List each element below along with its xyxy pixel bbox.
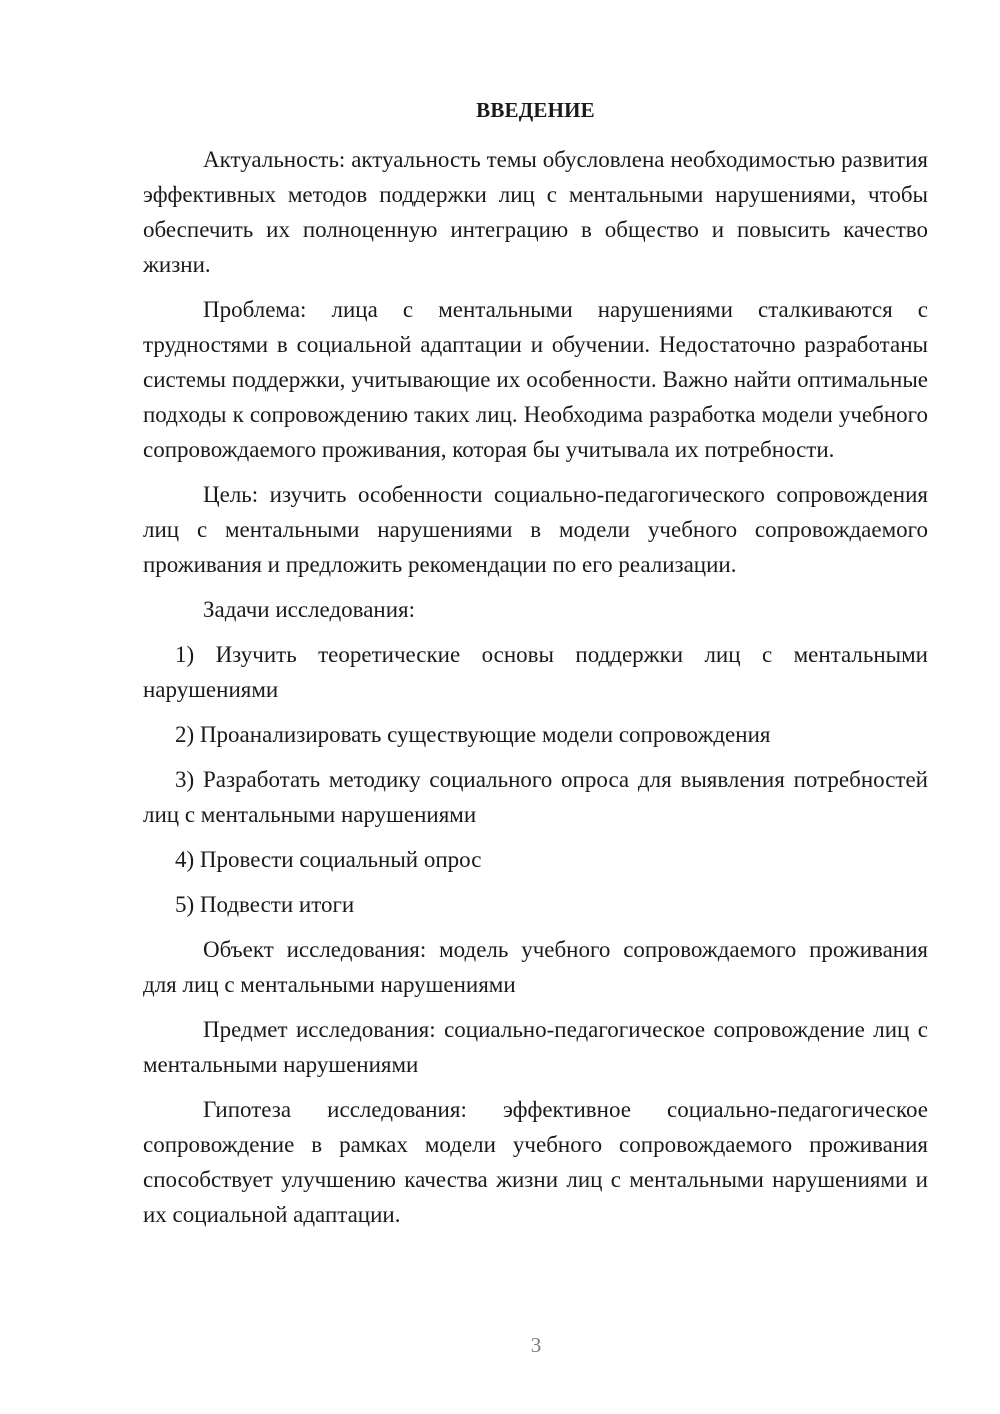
paragraph-hypothesis: Гипотеза исследования: эффективное социально-педагогическое сопровождение в рамках модели учебного сопровождаемого проживания способствует улучшению качества жизни лиц с ментальными нарушениями и их социальной адаптации. xyxy=(143,1097,928,1227)
task-item-4: 4) Провести социальный опрос xyxy=(175,847,482,872)
paragraph-object: Объект исследования: модель учебного сопровождаемого проживания для лиц с ментальными нарушениями xyxy=(143,937,928,997)
task-item-2: 2) Проанализировать существующие модели сопровождения xyxy=(175,722,771,747)
task-item-1: 1) Изучить теоретические основы поддержки лиц с ментальными нарушениями xyxy=(143,642,928,702)
paragraph-tasks-title: Задачи исследования: xyxy=(203,597,416,622)
paragraph-relevance: Актуальность: актуальность темы обусловлена необходимостью развития эффективных методов поддержки лиц с ментальными нарушениями, чтобы обеспечить их полноценную интеграцию в общество и повысить качество жизни. xyxy=(143,147,928,277)
task-item-3: 3) Разработать методику социального опроса для выявления потребностей лиц с ментальными нарушениями xyxy=(143,767,928,827)
paragraph-goal: Цель: изучить особенности социально-педагогического сопровождения лиц с ментальными нарушениями в модели учебного сопровождаемого проживания и предложить рекомендации по его реализации. xyxy=(143,482,928,577)
paragraph-subject: Предмет исследования: социально-педагогическое сопровождение лиц с ментальными нарушениями xyxy=(143,1017,928,1077)
paragraph-problem: Проблема: лица с ментальными нарушениями сталкиваются с трудностями в социальной адаптации и обучении. Недостаточно разработаны системы поддержки, учитывающие их особенности. Важно найти оптимальные подходы к сопровождению таких лиц. Необходима разработка модели учебного сопровождаемого проживания, которая бы учитывала их потребности. xyxy=(143,297,928,462)
task-item-5: 5) Подвести итоги xyxy=(175,892,355,917)
document-page xyxy=(143,96,928,1242)
page-number: 3 xyxy=(530,1333,542,1357)
section-heading: ВВЕДЕНИЕ xyxy=(476,98,595,122)
